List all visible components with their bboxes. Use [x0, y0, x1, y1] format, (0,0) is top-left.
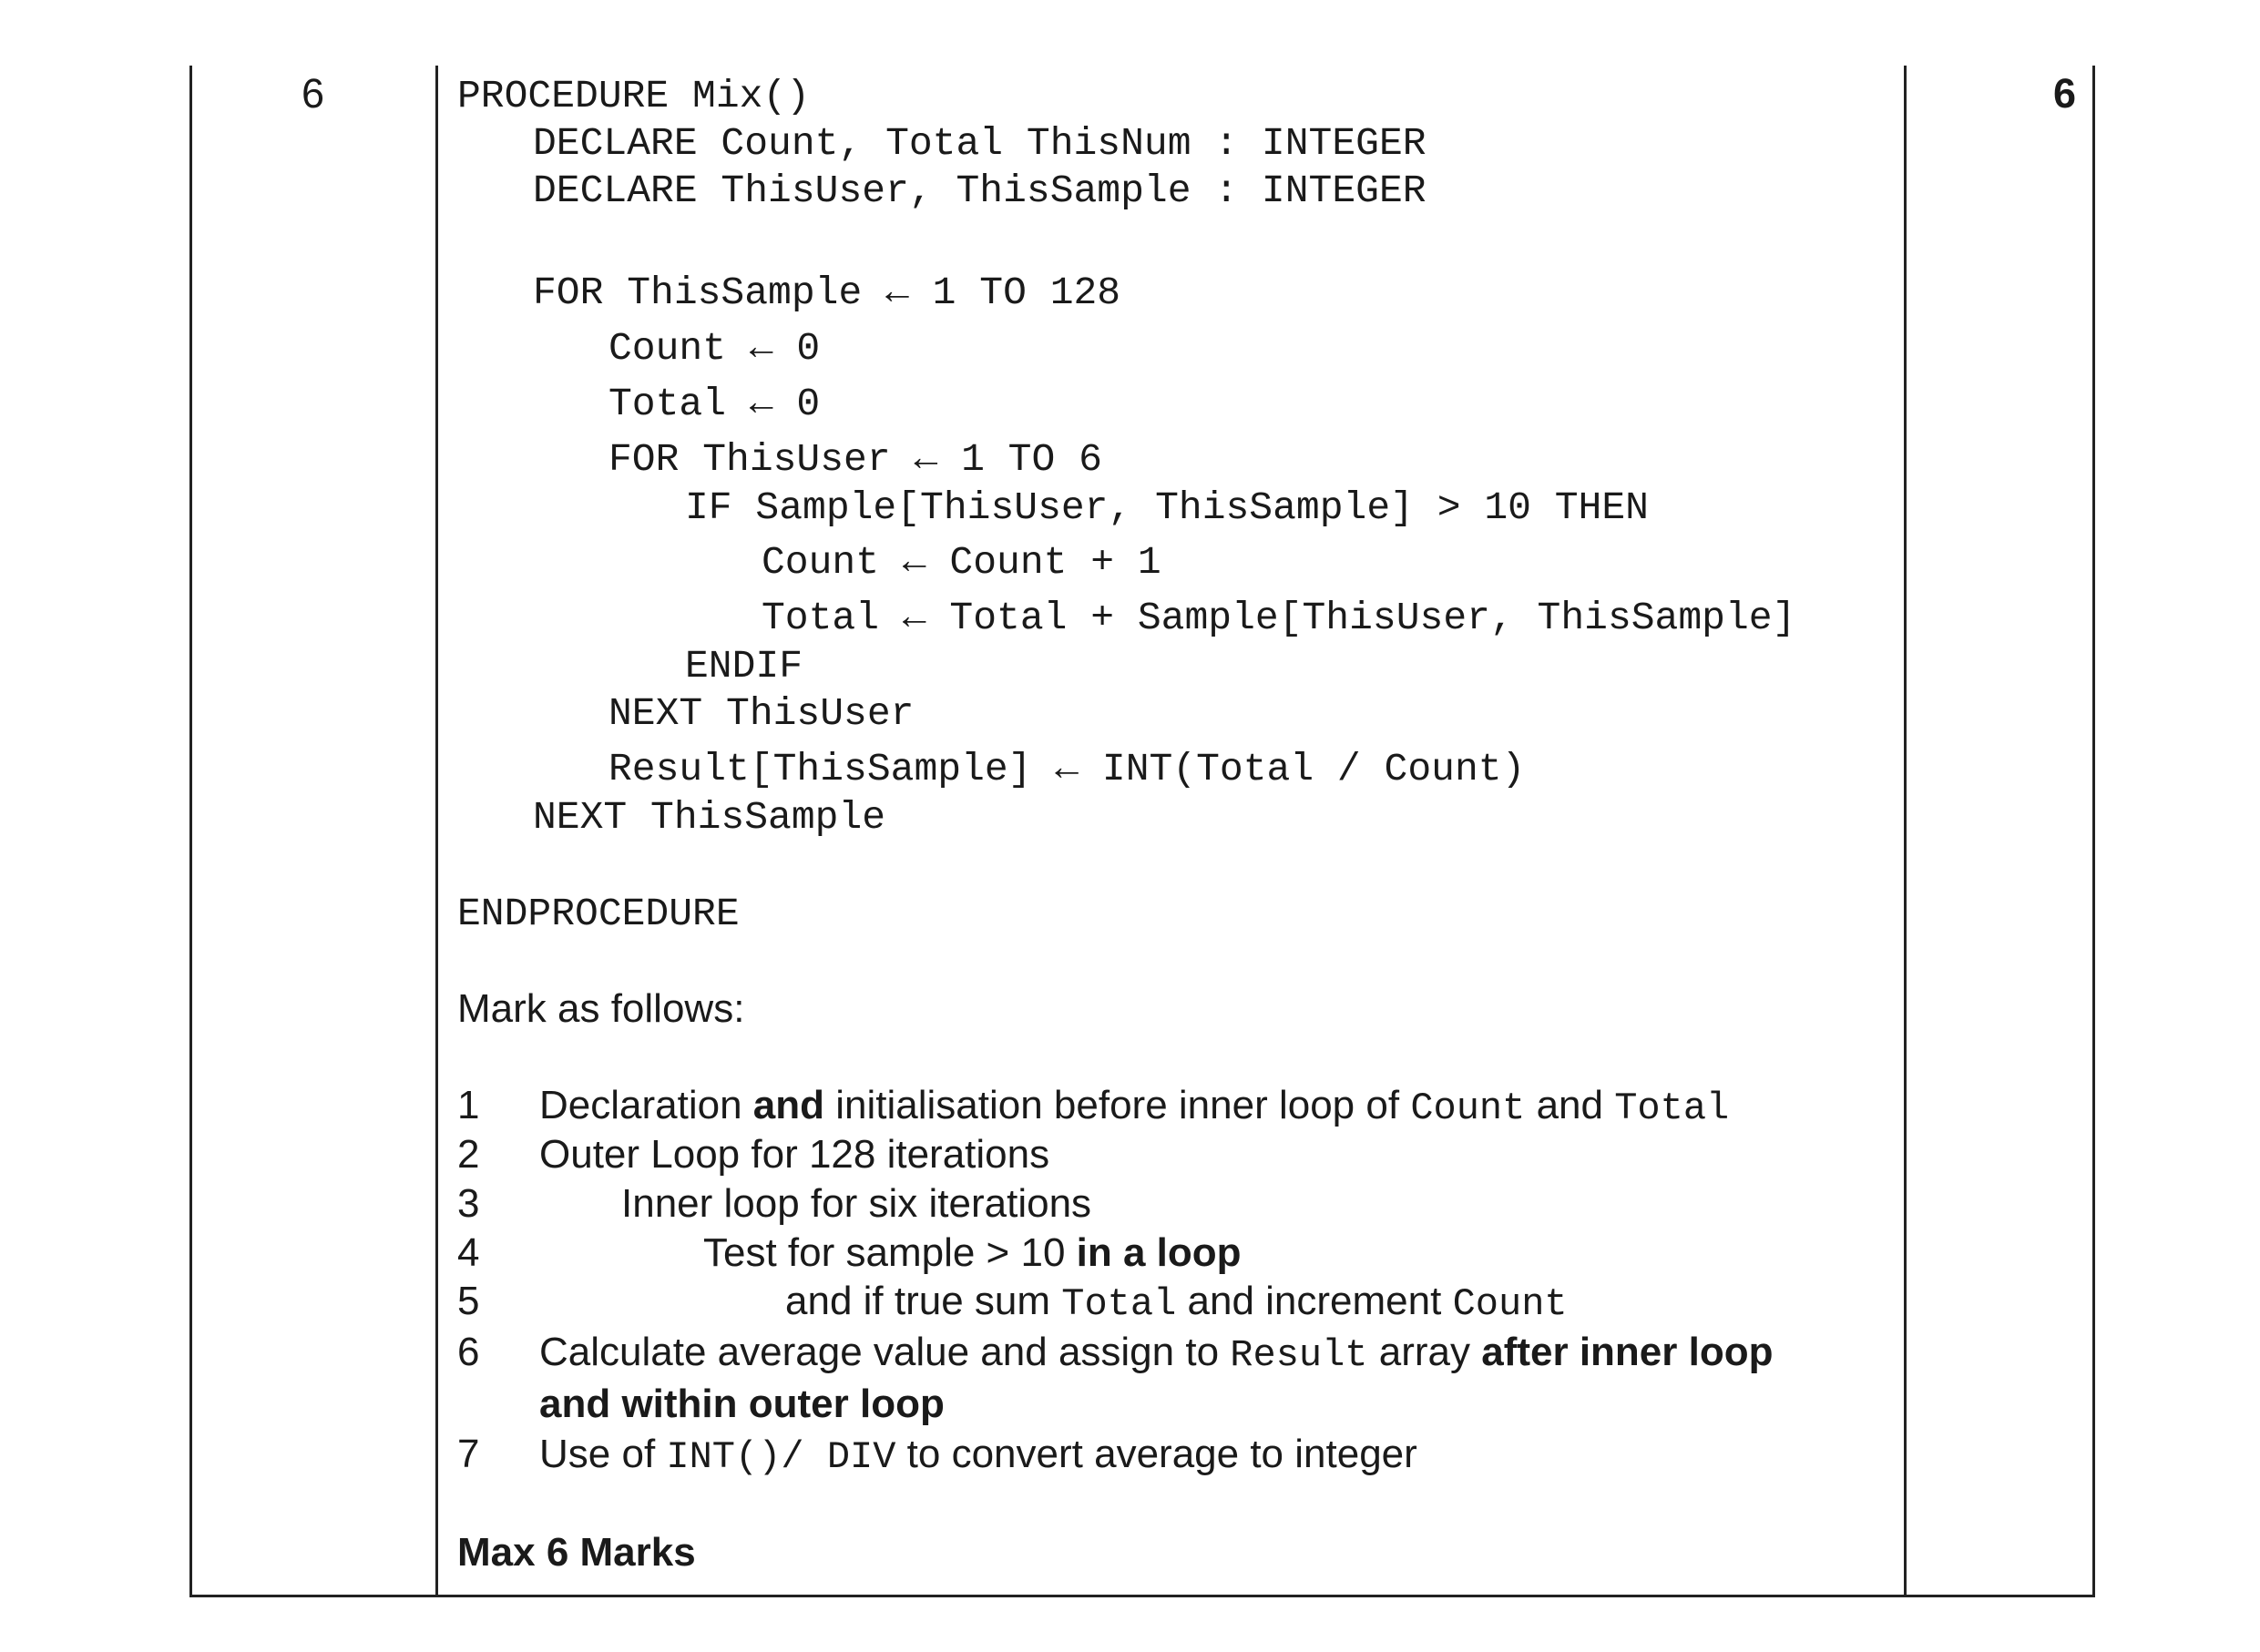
- point-text: Test for sample > 10: [703, 1230, 1077, 1275]
- mark-heading: Mark as follows:: [457, 986, 745, 1031]
- mark-point-6-continued: [539, 1382, 945, 1427]
- max-marks-label: Max 6 Marks: [457, 1530, 696, 1575]
- point-text: to convert average to integer: [895, 1432, 1417, 1476]
- point-code: Count: [1410, 1086, 1526, 1130]
- mark-point-5: [785, 1279, 1568, 1326]
- point-number: 1: [457, 1083, 480, 1127]
- code-line: Total ← Total + Sample[ThisUser, ThisSample]: [762, 596, 1796, 640]
- code-line: Count ← 0: [608, 326, 821, 371]
- point-text: Calculate average value and assign to: [539, 1330, 1231, 1374]
- mark-point-4: [703, 1230, 1242, 1276]
- code-line: FOR ThisSample ← 1 TO 128: [533, 270, 1121, 315]
- point-code: INT()/ DIV: [666, 1435, 896, 1479]
- point-bold: and within outer loop: [539, 1382, 945, 1426]
- point-code: Count: [1452, 1282, 1568, 1326]
- point-number: 5: [457, 1279, 480, 1323]
- point-code: Total: [1614, 1086, 1730, 1130]
- point-bold: in a loop: [1076, 1230, 1242, 1275]
- point-text: and: [1525, 1083, 1615, 1127]
- code-line: Count ← Count + 1: [762, 540, 1161, 585]
- code-line: PROCEDURE Mix(): [457, 74, 811, 118]
- mark-point-7: [539, 1432, 1417, 1479]
- mark-point-2: Outer Loop for 128 iterations: [539, 1132, 1050, 1177]
- point-number: 3: [457, 1181, 480, 1226]
- point-number: 6: [457, 1330, 480, 1374]
- marks-value: 6: [2052, 70, 2076, 117]
- mark-point-1: [539, 1083, 1729, 1130]
- point-code: Result: [1230, 1333, 1368, 1377]
- code-line: DECLARE Count, Total ThisNum : INTEGER: [533, 121, 1427, 166]
- code-line: Total ← 0: [608, 382, 821, 426]
- point-code: Total: [1061, 1282, 1177, 1326]
- mark-point-3: Inner loop for six iterations: [621, 1181, 1092, 1226]
- max-marks: [457, 1530, 696, 1576]
- mark-scheme-table: [189, 66, 2095, 1597]
- code-line: Result[ThisSample] ← INT(Total / Count): [608, 747, 1526, 791]
- code-line: IF Sample[ThisUser, ThisSample] > 10 THEN: [685, 485, 1649, 530]
- pseudocode-block: [192, 66, 1796, 936]
- point-number: 4: [457, 1230, 480, 1275]
- question-number: 6: [302, 70, 325, 117]
- code-line: ENDIF: [685, 644, 803, 688]
- point-bold: after inner loop: [1481, 1330, 1774, 1374]
- point-bold: and: [752, 1083, 825, 1127]
- point-text: and increment: [1176, 1279, 1453, 1323]
- code-line: NEXT ThisSample: [533, 795, 886, 840]
- point-text: array: [1367, 1330, 1482, 1374]
- point-text: and if true sum: [785, 1279, 1062, 1323]
- code-line: NEXT ThisUser: [608, 691, 915, 736]
- point-text: Use of: [539, 1432, 667, 1476]
- code-line: FOR ThisUser ← 1 TO 6: [608, 437, 1102, 482]
- column-divider-2: [1904, 66, 1907, 1595]
- mark-point-6: [539, 1330, 1773, 1377]
- code-line: ENDPROCEDURE: [457, 892, 740, 936]
- column-divider-1: [435, 66, 438, 1595]
- point-text: Declaration: [539, 1083, 753, 1127]
- point-text: initialisation before inner loop of: [824, 1083, 1411, 1127]
- point-number: 7: [457, 1432, 480, 1476]
- code-line: DECLARE ThisUser, ThisSample : INTEGER: [533, 168, 1427, 213]
- point-number: 2: [457, 1132, 480, 1177]
